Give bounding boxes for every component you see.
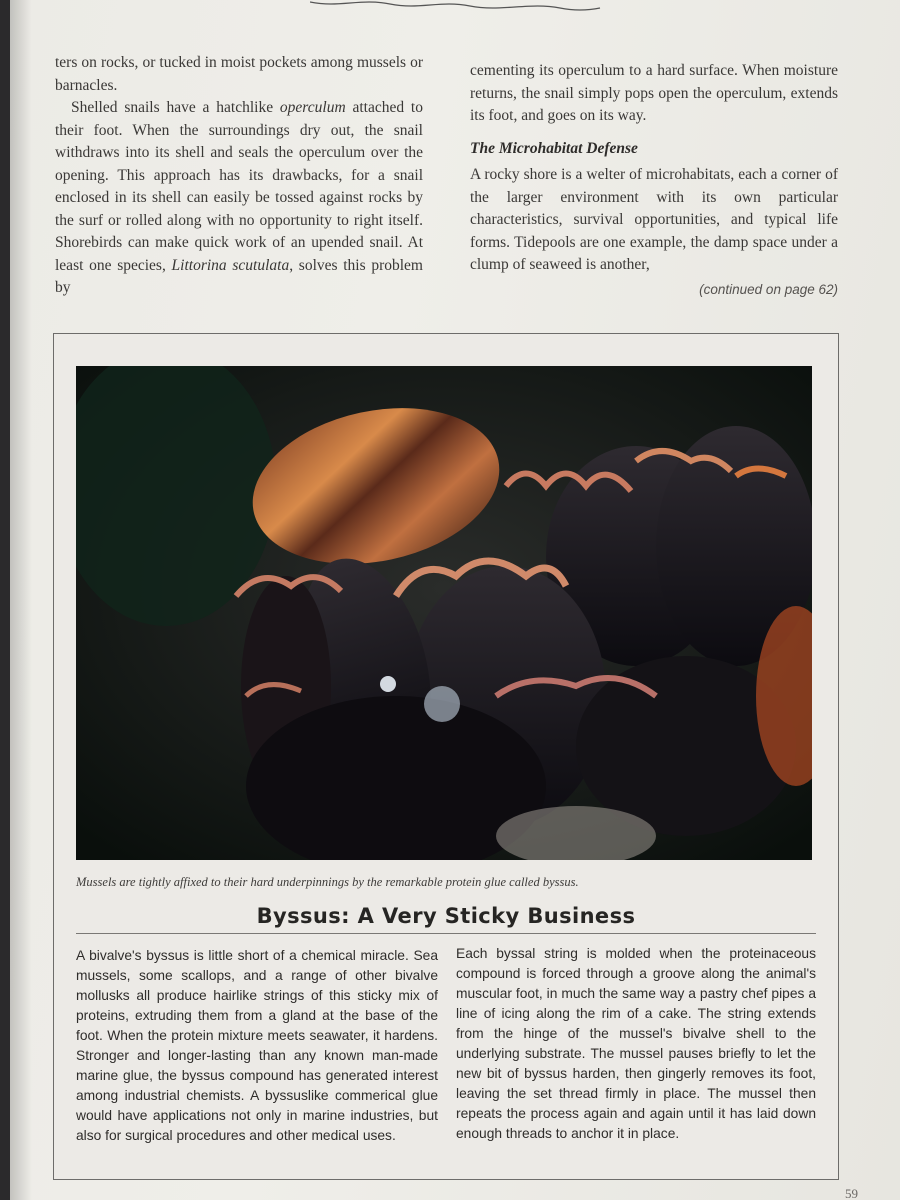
wave-ornament-icon	[310, 0, 610, 18]
right-paragraph-1: cementing its operculum to a hard surface. When moisture returns, the snail simply pops open the operculum, extends its foot, and goes on its way.	[470, 62, 838, 124]
sidebar-left-text: A bivalve's byssus is little short of a chemical miracle. Sea mussels, some scallops, and a range of other bivalve mollusks all produce hairlike strings of this sticky mix of proteins, extruding them from a gland at the base of the foot. When the protein mixture meets seawater, it hardens. Stronger and longer-lasting than any known man-made marine glue, the byssus compound has generated interest among industrial chemists. A byssuslike commerical glue would have applications not only in marine industries, but also for surgical procedures and other medical uses.	[76, 948, 438, 1143]
book-page	[10, 0, 900, 1200]
byssus-sidebar	[53, 333, 839, 1180]
left-paragraph-1: ters on rocks, or tucked in moist pockets among mussels or barnacles.	[55, 54, 423, 94]
species-name: Littorina scutulata	[171, 256, 290, 274]
continued-note: (continued on page 62)	[699, 281, 838, 297]
section-subhead: The Microhabitat Defense	[470, 139, 638, 157]
sidebar-right-text: Each byssal string is molded when the proteinaceous compound is forced through a groove along the animal's muscular foot, in much the same way a pastry chef pipes a line of icing along the rim of a cake. The string extends from the hinge of the mussel's bivalve shell to the underlying substrate. The mussel pauses briefly to let the new bit of byssus harden, then gingerly removes its foot, leaving the set thread firmly in place. The mussel then repeats the process again and again until it has laid down enough threads to anchor it in place.	[456, 946, 816, 1141]
title-divider	[76, 933, 816, 934]
right-column	[470, 60, 838, 301]
page-number: 59	[845, 1186, 858, 1200]
right-paragraph-2: A rocky shore is a welter of microhabitats, each a corner of the larger environment with its own particular characteristics, survival opportunities, and typical life forms. Tidepools are one example, the damp space under a clump of seaweed is another,	[470, 166, 838, 273]
photo-caption: Mussels are tightly affixed to their hard underpinnings by the remarkable protein glue called byssus.	[76, 875, 579, 889]
text-run: Shelled snails have a hatchlike	[71, 99, 280, 116]
term-operculum: operculum	[279, 99, 346, 116]
left-column	[55, 52, 423, 300]
sidebar-title: Byssus: A Very Sticky Business	[256, 904, 636, 928]
left-paragraph-2	[55, 97, 423, 300]
mussels-illustration	[76, 366, 812, 860]
text-run: attached to their foot. When the surroundings dry out, the snail withdraws into its shell and seals the operculum over the opening. This approach has its drawbacks, for a snail enclosed in its shell can easily be tossed against rocks by the surf or rolled along with no opportunity to right itself. Shorebirds can make quick work of an upended snail. At least one species,	[55, 99, 423, 274]
spine-shadow	[10, 0, 32, 1200]
text-run: , solves this problem by	[55, 256, 423, 296]
mussels-photo	[76, 366, 812, 860]
